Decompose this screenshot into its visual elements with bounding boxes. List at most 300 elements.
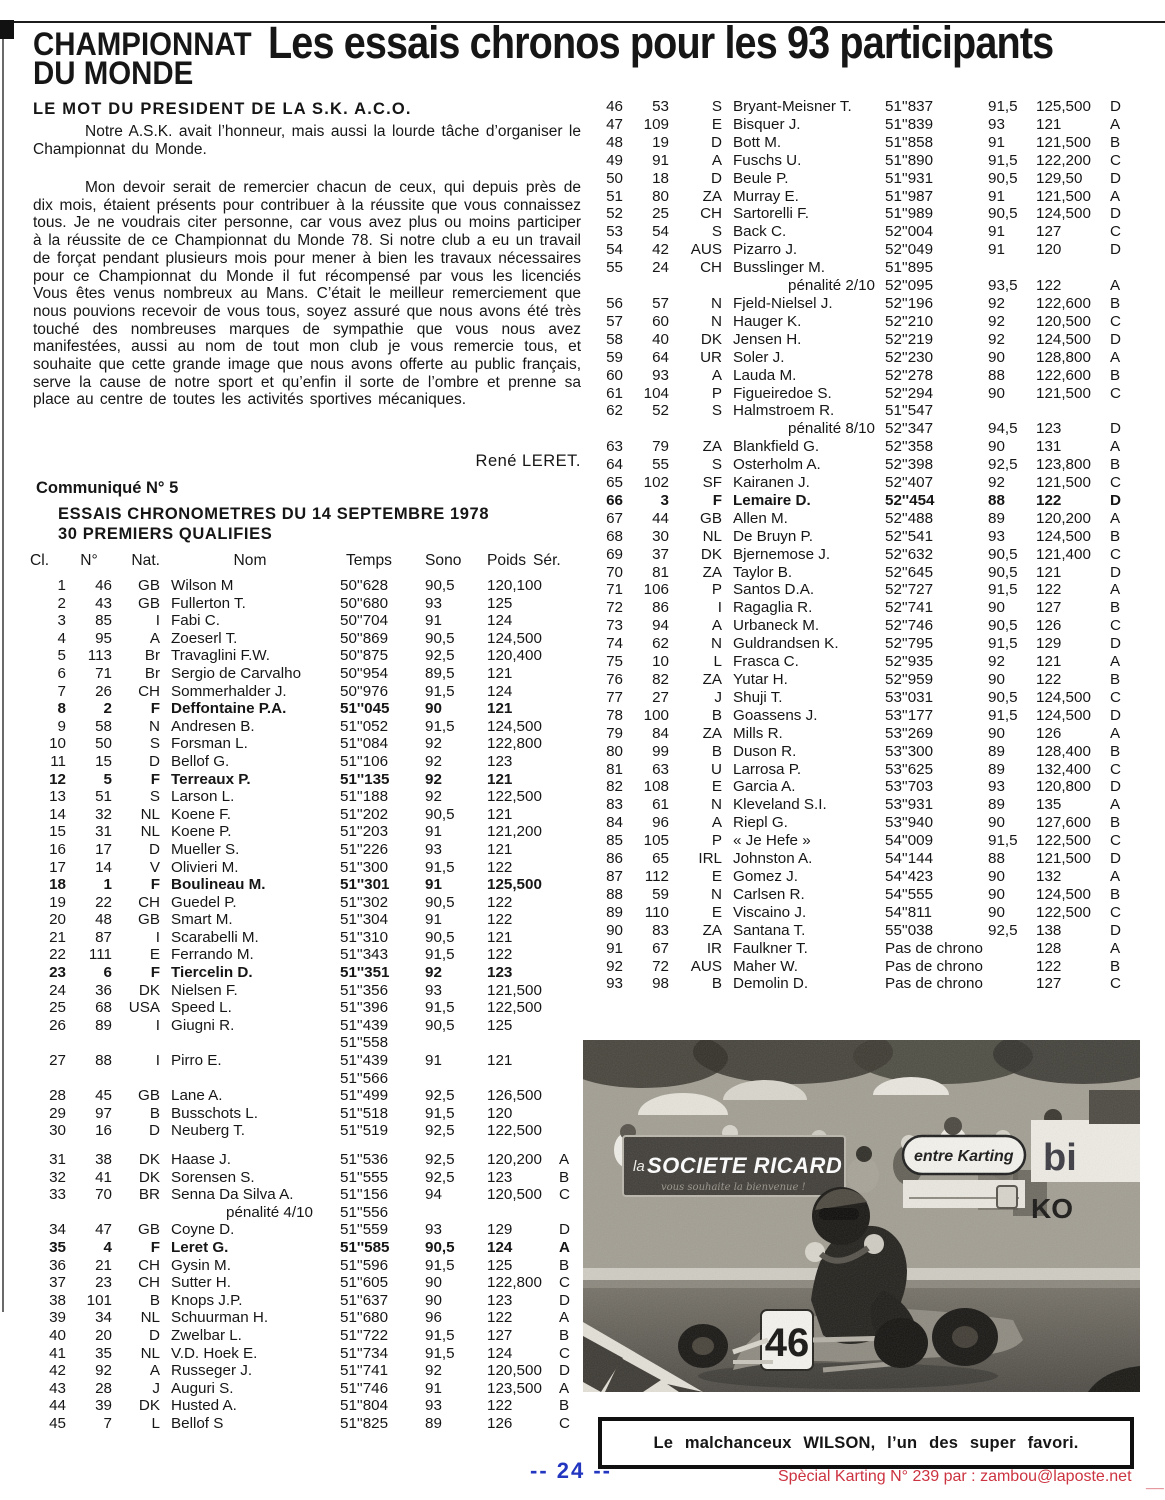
cell-serie: B [1110, 527, 1121, 545]
cell-nom: Bisquer J. [733, 115, 801, 133]
cell-nom: Riepl G. [733, 814, 788, 832]
cell-serie: B [1110, 742, 1121, 760]
cell-temps: 51''858 [885, 133, 934, 151]
table-row [30, 806, 579, 824]
cell-nat: L [713, 653, 722, 671]
cell-serie: A [1110, 348, 1121, 366]
cell-cl: 54 [606, 241, 623, 259]
cell-serie [559, 630, 579, 648]
cell-num: 93 [652, 366, 669, 384]
cell-serie [559, 841, 579, 859]
cell-nom: Ragaglia R. [733, 599, 813, 617]
cell-nom: Pizarro J. [733, 241, 798, 259]
cell-nom: Wilson M [171, 577, 234, 594]
cell-num: 38 [95, 1151, 112, 1168]
cell-serie [559, 929, 579, 947]
header-nom: Nom [233, 552, 267, 569]
cell-nom: Leret G. [171, 1238, 229, 1256]
cell-nom: Zwelbar L. [171, 1326, 242, 1344]
cell-sono: 92,5 [425, 1168, 455, 1186]
cell-serie: D [1110, 921, 1121, 939]
cell-nom: Nielsen F. [171, 981, 238, 999]
cell-serie [559, 823, 579, 841]
cell-temps: 54''811 [885, 903, 932, 921]
cell-temps: 51''585 [340, 1238, 390, 1256]
cell-sono: 92 [425, 735, 442, 753]
cell-nat: A [711, 151, 722, 169]
cell-sono: 90 [988, 724, 1005, 742]
cell-serie [559, 1052, 579, 1070]
cell-poids: 124,500 [1036, 706, 1091, 724]
cell-sono: 90 [425, 1274, 442, 1292]
cell-serie: B [1110, 133, 1121, 151]
cell-cl: 86 [606, 850, 623, 868]
cell-temps: 53''269 [885, 724, 934, 742]
cell-cl: 71 [606, 581, 623, 599]
cell-serie: C [1110, 312, 1121, 330]
left-rule [2, 22, 4, 1312]
cell-nom: Guedel P. [171, 893, 237, 911]
cell-nat: V [149, 858, 160, 876]
cell-nom: Schuurman H. [171, 1309, 269, 1327]
cell-nat: S [711, 402, 722, 420]
table-row [593, 617, 1130, 635]
table-row [30, 683, 579, 701]
cell-sono: 90,5 [988, 205, 1018, 223]
cell-num: 112 [644, 867, 669, 885]
cell-num: 54 [652, 223, 669, 241]
table-row [30, 1362, 579, 1380]
cell-nat: DK [138, 981, 160, 999]
cell-serie: A [1110, 653, 1121, 671]
cell-sono: 91 [425, 1379, 442, 1397]
cell-temps: Pas de chrono [885, 975, 983, 993]
table-row [593, 958, 1130, 976]
table-row [30, 630, 579, 648]
cell-poids: 122 [487, 1397, 513, 1415]
cell-nat: F [150, 876, 160, 894]
cell-temps: 51''839 [885, 115, 934, 133]
cell-serie [559, 612, 579, 630]
cell-nat: D [711, 169, 722, 187]
cell-sono: 90,5 [425, 928, 455, 946]
table-row [593, 904, 1130, 922]
cell-serie [559, 911, 579, 929]
cell-temps: 51''203 [340, 823, 389, 841]
table-row [30, 929, 579, 947]
cell-num: 27 [652, 688, 669, 706]
cell-temps: 51''605 [340, 1274, 389, 1292]
cell-nat: USA [128, 999, 160, 1017]
cell-cl: 91 [606, 939, 623, 957]
cell-sono: 90 [425, 1291, 442, 1309]
cell-serie: C [1110, 975, 1121, 993]
cell-cl: 5 [57, 647, 66, 665]
cell-sono: 96 [425, 1309, 442, 1327]
table-row [593, 581, 1130, 599]
cell-temps: 54''144 [885, 850, 934, 868]
table-row-extra [30, 1070, 579, 1088]
table-row [593, 599, 1130, 617]
cell-nom: V.D. Hoek E. [171, 1344, 258, 1362]
cell-num: 46 [95, 577, 112, 594]
cell-cl: 58 [606, 330, 623, 348]
cell-sono: 92 [425, 788, 442, 806]
cell-cl: 41 [49, 1344, 66, 1362]
cell-serie: C [1110, 151, 1121, 169]
table-row [593, 438, 1130, 456]
cell-sono: 93 [988, 527, 1005, 545]
cell-temps: 51''439 [340, 1052, 389, 1070]
cell-num [623, 420, 669, 438]
table-row [593, 653, 1130, 671]
cell-nat: E [149, 946, 160, 964]
cell-nat [112, 1034, 160, 1052]
cell-nom: Deffontaine P.A. [171, 700, 287, 718]
cell-cl: 67 [606, 509, 623, 527]
cell-poids: 124,500 [487, 717, 542, 735]
credit-underline-mark: __ [1146, 1474, 1164, 1491]
cell-sono: 90,5 [988, 563, 1018, 581]
table-row [30, 982, 579, 1000]
cell-cl: 42 [49, 1362, 66, 1380]
cell-serie [559, 982, 579, 1000]
cell-nat: P [711, 384, 722, 402]
cell-temps: 50''628 [340, 577, 389, 594]
cell-num: 22 [95, 893, 112, 911]
cell-temps: 51''536 [340, 1151, 389, 1168]
cell-sono: 92 [425, 752, 442, 770]
cell-num: 15 [95, 752, 112, 770]
cell-temps: 52''210 [885, 312, 934, 330]
cell-temps: 52''632 [885, 545, 934, 563]
cell-cl: 25 [49, 999, 66, 1017]
cell-temps: 51''895 [885, 259, 934, 277]
cell-nom: Back C. [733, 223, 787, 241]
cell-temps: 51''300 [340, 858, 389, 876]
cell-temps: 52''219 [885, 330, 934, 348]
cell-sono: 92 [988, 653, 1005, 671]
cell-poids [487, 1070, 559, 1088]
cell-serie [1110, 259, 1130, 277]
cell-nom: pénalité 8/10 [788, 420, 875, 438]
cell-cl: 92 [606, 957, 623, 975]
cell-num: 109 [643, 115, 669, 133]
cell-serie [1110, 402, 1130, 420]
table-row [30, 1327, 579, 1345]
cell-cl: 73 [606, 617, 623, 635]
table-row [593, 456, 1130, 474]
cell-sono: 92 [988, 294, 1005, 312]
cell-temps: 51''746 [340, 1379, 389, 1397]
cell-num: 102 [643, 474, 669, 492]
cell-cl [30, 1204, 66, 1222]
cell-num [66, 1034, 112, 1052]
cell-poids: 121,500 [1036, 133, 1091, 151]
cell-cl: 16 [49, 840, 66, 858]
cell-serie: C [1110, 384, 1121, 402]
cell-nat: A [711, 617, 722, 635]
cell-nom: Auguri S. [171, 1379, 234, 1397]
cell-sono: 90 [988, 599, 1005, 617]
cell-sono: 93,5 [988, 277, 1018, 295]
cell-temps: 51''202 [340, 805, 389, 823]
cell-serie: A [1110, 277, 1121, 295]
cell-sono: 90 [425, 700, 442, 718]
table-row [593, 725, 1130, 743]
cell-cl: 90 [606, 921, 623, 939]
cell-nom: Garcia A. [733, 778, 796, 796]
cell-temps: Pas de chrono [885, 939, 983, 957]
cell-num: 16 [95, 1122, 112, 1140]
cell-serie: B [1110, 456, 1121, 474]
table-row [593, 868, 1130, 886]
cell-cl: 60 [606, 366, 623, 384]
cell-sono: 92 [425, 964, 442, 982]
cell-serie [559, 647, 579, 665]
cell-sono: 91 [425, 1052, 442, 1070]
cell-cl: 13 [49, 788, 66, 806]
cell-poids: 122 [1036, 277, 1062, 295]
cell-nat: CH [138, 682, 160, 700]
table-row [593, 707, 1130, 725]
cell-poids: 121,500 [487, 981, 542, 999]
cell-sono: 90,5 [425, 805, 455, 823]
cell-serie: C [559, 1414, 570, 1432]
cell-cl: 39 [49, 1309, 66, 1327]
president-paragraph-2: Mon devoir serait de remercier chacun de ceux, qui depuis près de dix mois, étaient présents pour contribuer à la réussite que vous connaissez tous. Je ne voudrais citer personne, car vous avez plus ou moins participer à la réussite de ce Championnat du Monde 78. Si notre club a eu un travail de forçat pendant plusieurs mois pour mener à bien les travaux nécessaires pour ce Championnat du Monde il fut récompensé par vous les licenciés Vous êtes venus nombreux au Mans. C’était le meilleur remerciement que nous pouvions recevoir de vous tous, soyez assuré que nous avons été très touché des nombreuses marques de sympathie que vous nous avez manifestées, aussi au nom de tout mon club je vous remercie tous, et souhaite que cette grande image que nous avons offerte au public français, serve la cause de notre sport et qu’enfin il sorte de l’ombre et prenne sa place au centre de toutes les activités sportives mécaniques. [33, 179, 581, 409]
cell-nom: Murray E. [733, 187, 799, 205]
cell-cl: 87 [606, 867, 623, 885]
cell-serie: A [1110, 509, 1121, 527]
table-row-extra [593, 420, 1130, 438]
cell-nom: Terreaux P. [171, 770, 251, 788]
cell-sono: 91 [425, 876, 442, 894]
cell-temps: 55''038 [885, 921, 934, 939]
cell-poids [487, 1204, 559, 1222]
cell-serie: A [1110, 724, 1121, 742]
cell-cl: 62 [606, 402, 623, 420]
cell-sono: 91 [988, 223, 1005, 241]
cell-poids: 122 [1036, 671, 1062, 688]
cell-sono: 90 [988, 384, 1005, 402]
cell-sono: 90,5 [988, 688, 1018, 706]
cell-cl: 14 [49, 805, 66, 823]
cell-serie: D [1110, 491, 1121, 509]
cell-serie: A [1110, 796, 1121, 814]
cell-cl: 1 [57, 577, 66, 594]
cell-nom: Viscaino J. [733, 903, 807, 921]
cell-nom: Busslinger M. [733, 259, 826, 277]
cell-serie [559, 876, 579, 894]
cell-temps: 52''454 [885, 491, 935, 509]
cell-num: 48 [95, 911, 112, 929]
cell-nom: Beule P. [733, 169, 789, 187]
cell-nat: P [711, 832, 722, 850]
cell-nat: E [711, 115, 722, 133]
table-row [593, 402, 1130, 420]
table-row [593, 116, 1130, 134]
cell-serie [559, 999, 579, 1017]
cell-sono [988, 402, 1036, 420]
cell-nat: DK [138, 1397, 160, 1415]
cell-cl: 37 [49, 1274, 66, 1292]
cell-num: 5 [103, 770, 112, 788]
cell-temps: 52''407 [885, 474, 934, 492]
cell-poids: 126 [1036, 724, 1062, 742]
cell-poids: 121,500 [1036, 187, 1091, 205]
cell-num: 41 [95, 1168, 112, 1186]
cell-num: 104 [643, 384, 669, 402]
cell-cl: 46 [606, 98, 623, 115]
cell-serie [559, 718, 579, 736]
cell-temps: 51''837 [885, 98, 934, 115]
cell-nat: DK [700, 545, 722, 563]
cell-temps: 52''935 [885, 653, 934, 671]
header-sono: Sono [425, 552, 462, 569]
table-row [593, 940, 1130, 958]
table-row [30, 1380, 579, 1398]
cell-temps: 51''734 [340, 1344, 389, 1362]
cell-nat: L [151, 1414, 160, 1432]
cell-serie: A [559, 1309, 570, 1327]
cell-poids: 123,500 [487, 1379, 542, 1397]
cell-sono [425, 1204, 487, 1222]
cell-serie [559, 788, 579, 806]
race-photo-illustration [583, 1040, 1140, 1392]
cell-nom: Senna Da Silva A. [171, 1186, 294, 1204]
cell-poids: 128 [1036, 939, 1062, 957]
cell-nat [669, 420, 722, 438]
cell-temps: 50''954 [340, 664, 389, 682]
cell-num: 19 [652, 133, 669, 151]
cell-nat [112, 1204, 160, 1222]
cell-serie: C [559, 1274, 570, 1292]
cell-num: 86 [652, 599, 669, 617]
cell-num: 44 [652, 509, 669, 527]
cell-sono: 89 [988, 760, 1005, 778]
cell-temps: 51''351 [340, 964, 390, 982]
cell-num [66, 1204, 112, 1222]
page-number: -- 24 -- [530, 1458, 612, 1483]
cell-poids: 124,500 [1036, 205, 1091, 223]
cell-sono: 92 [988, 330, 1005, 348]
cell-serie: D [1110, 205, 1121, 223]
table-row [30, 823, 579, 841]
table-row [593, 689, 1130, 707]
cell-poids: 126 [487, 1414, 513, 1432]
table-row [593, 134, 1130, 152]
cell-sono: 90 [988, 348, 1005, 366]
cell-sono: 91,5 [988, 98, 1018, 115]
cell-nom: Larson L. [171, 788, 235, 806]
cell-sono: 92,5 [425, 1122, 455, 1140]
cell-nat: GB [138, 577, 160, 594]
cell-nat: GB [138, 1087, 160, 1105]
cell-poids: 120,100 [487, 577, 542, 594]
cell-cl: 50 [606, 169, 623, 187]
cell-sono: 90 [988, 885, 1005, 903]
table-row [30, 1087, 579, 1105]
cell-nat: S [149, 788, 160, 806]
table-row-extra [30, 1204, 579, 1222]
cell-nat: ZA [702, 438, 722, 456]
cell-serie: D [1110, 850, 1121, 868]
cell-poids: 127,600 [1036, 814, 1091, 832]
cell-temps: 50''976 [340, 682, 389, 700]
cell-sono: 92 [425, 770, 442, 788]
cell-poids: 124 [487, 1344, 513, 1362]
cell-sono: 91 [425, 911, 442, 929]
cell-sono: 91,5 [988, 832, 1018, 850]
cell-nat: IR [706, 939, 722, 957]
cell-num: 79 [652, 438, 669, 456]
cell-nat: A [149, 629, 160, 647]
table-row [30, 1221, 579, 1239]
cell-sono: 91 [425, 823, 442, 841]
cell-poids: 121,500 [1036, 384, 1091, 402]
cell-num: 98 [652, 975, 669, 993]
cell-poids: 121 [487, 700, 513, 718]
table-row [593, 223, 1130, 241]
table-row [30, 1345, 579, 1363]
cell-num: 18 [652, 169, 669, 187]
cell-serie [559, 1122, 579, 1140]
cell-temps: 51''722 [340, 1326, 389, 1344]
table-row [30, 1122, 579, 1140]
cell-cl: 65 [606, 474, 623, 492]
cell-num: 3 [660, 491, 669, 509]
cell-num: 62 [652, 635, 669, 653]
cell-poids [487, 1034, 559, 1052]
cell-num: 80 [652, 187, 669, 205]
cell-serie [559, 753, 579, 771]
header-ser: Sér. [533, 552, 561, 569]
cell-poids: 120,400 [487, 647, 542, 665]
cell-serie: D [1110, 330, 1121, 348]
cell-sono: 90,5 [425, 577, 455, 594]
cell-temps: 50''680 [340, 594, 389, 612]
cell-cl: 27 [49, 1052, 66, 1070]
cell-nat: AUS [690, 957, 722, 975]
results-table-left [30, 577, 579, 1433]
cell-temps: 52''196 [885, 294, 934, 312]
cell-num: 14 [95, 858, 112, 876]
cell-temps: 51''558 [340, 1034, 389, 1052]
cell-temps: 51''680 [340, 1309, 389, 1327]
cell-serie: D [1110, 635, 1121, 653]
cell-serie [559, 683, 579, 701]
cell-nom: Figueiredoe S. [733, 384, 832, 402]
cell-nom: Blankfield G. [733, 438, 820, 456]
cell-sono: 91,5 [425, 1326, 455, 1344]
cell-cl: 63 [606, 438, 623, 456]
cell-num: 60 [652, 312, 669, 330]
bi-sign-text: bi [1043, 1137, 1077, 1179]
cell-serie: D [1110, 98, 1121, 115]
cell-sono: 90 [988, 903, 1005, 921]
cell-nat: CH [700, 205, 722, 223]
cell-cl: 12 [49, 770, 66, 788]
cell-temps: 51''052 [340, 717, 389, 735]
table-row [593, 474, 1130, 492]
cell-sono: 91,5 [425, 717, 455, 735]
cell-num: 57 [652, 294, 669, 312]
cell-num: 50 [95, 735, 112, 753]
cell-serie: B [1110, 671, 1121, 688]
table-row [30, 577, 579, 595]
cell-num: 40 [652, 330, 669, 348]
